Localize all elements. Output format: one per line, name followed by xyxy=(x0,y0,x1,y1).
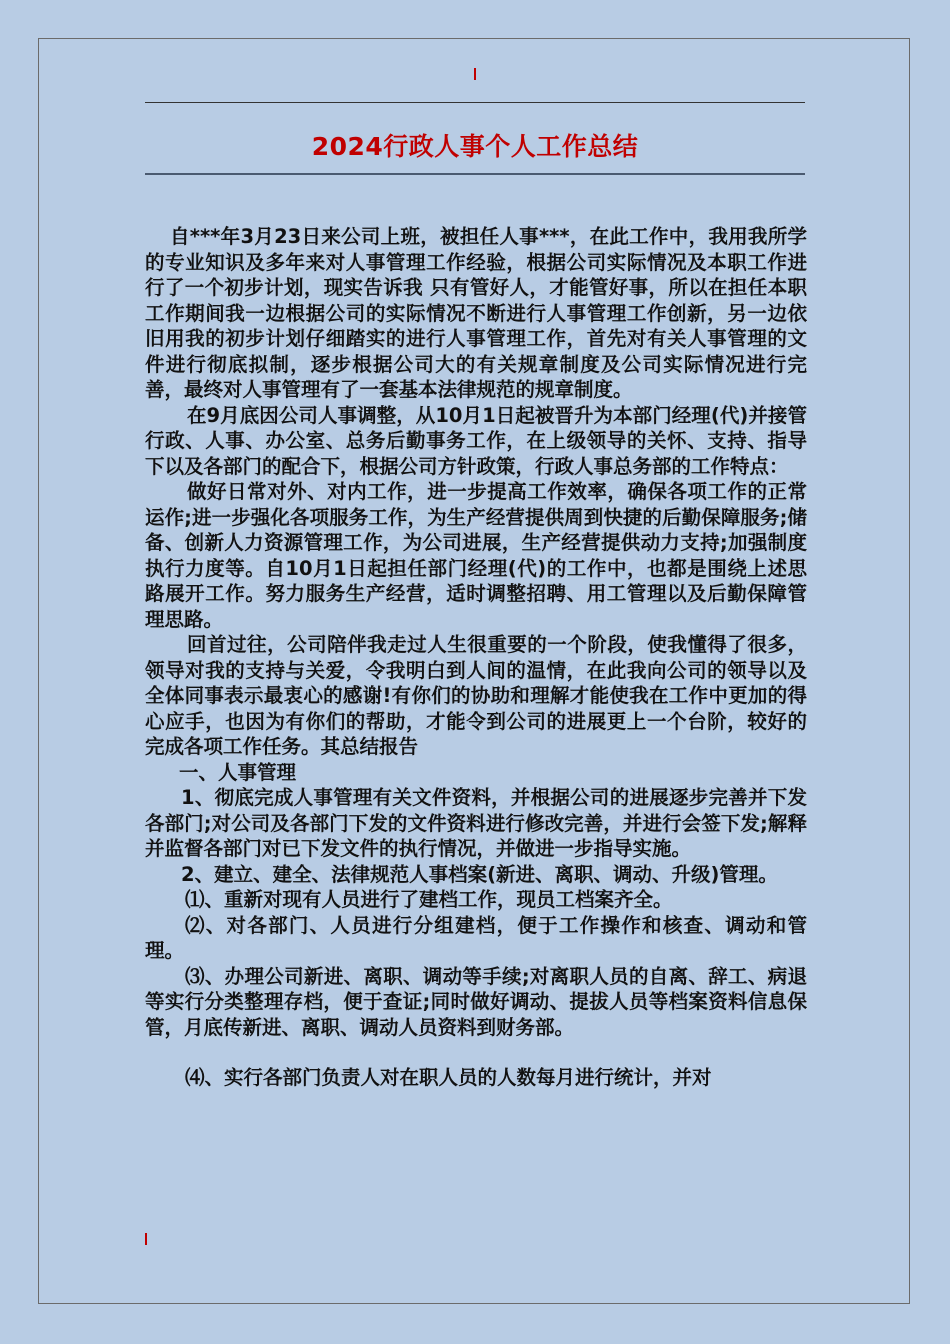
list-item: 1、彻底完成人事管理有关文件资料，并根据公司的进展逐步完善并下发各部门;对公司及各部门下发的文件资料进行修改完善，并进行会签下发;解释并监督各部门对已下发文件的执行情况，并做进一步指导实施。 xyxy=(145,786,807,860)
header-rule xyxy=(145,102,805,103)
sub-list-item: ⑵、对各部门、人员进行分组建档，便于工作操作和核查、调动和管理。 xyxy=(145,913,807,962)
paragraph-review: 回首过往，公司陪伴我走过人生很重要的一个阶段，使我懂得了很多，领导对我的支持与关爱，令我明白到人间的温情，在此我向公司的领导以及全体同事表示最衷心的感谢!有你们的协助和理解才能使我在工作中更加的得心应手，也因为有你们的帮助，才能令到公司的进展更上一个台阶，较好的完成各项工作任务。其总结报告 xyxy=(145,633,807,758)
title-rule xyxy=(145,173,805,175)
footer-mark xyxy=(145,1233,147,1245)
header-mark xyxy=(474,68,476,80)
paragraph-intro: 自***年3月23日来公司上班，被担任人事***，在此工作中，我用我所学的专业知识及多年来对人事管理工作经验，根据公司实际情况及本职工作进行了一个初步计划，现实告诉我 只有管好人，才能管好事，所以在担任本职工作期间我一边根据公司的实际情况不断进行人事管理工作创新，另一边依旧用我的初步计划仔细踏实的进行人事管理工作，首先对有关人事管理的文件进行彻底拟制，逐步根据公司大的有关规章制度及公司实际情况进行完善，最终对人事管理有了一套基本法律规范的规章制度。 xyxy=(145,225,807,401)
section-heading: 一、人事管理 xyxy=(179,760,297,784)
sub-list-item: ⑴、重新对现有人员进行了建档工作，现员工档案齐全。 xyxy=(185,888,673,911)
paragraph-daily-work: 做好日常对外、对内工作，进一步提高工作效率，确保各项工作的正常运作;进一步强化各项服务工作，为生产经营提供周到快捷的后勤保障服务;储备、创新人力资源管理工作，为公司进展，生产经营提供动力支持;加强制度执行力度等。自10月1日起担任部门经理(代)的工作中，也都是围绕上述思路展开工作。努力服务生产经营，适时调整招聘、用工管理以及后勤保障管理思路。 xyxy=(145,480,807,631)
document-body xyxy=(145,224,807,1091)
paragraph-promotion: 在9月底因公司人事调整，从10月1日起被晋升为本部门经理(代)并接管行政、人事、办公室、总务后勤事务工作，在上级领导的关怀、支持、指导下以及各部门的配合下，根据公司方针政策，行政人事总务部的工作特点： xyxy=(145,403,807,478)
list-item: 2、建立、建全、法律规范人事档案(新进、离职、调动、升级)管理。 xyxy=(181,862,778,886)
sub-list-item: ⑶、办理公司新进、离职、调动等手续;对离职人员的自离、辞工、病退等实行分类整理存档，便于查证;同时做好调动、提拔人员等档案资料信息保管，月底传新进、离职、调动人员资料到财务部。 xyxy=(145,964,807,1039)
document-title: 2024行政人事个人工作总结 xyxy=(311,132,639,161)
sub-list-item: ⑷、实行各部门负责人对在职人员的人数每月进行统计，并对 xyxy=(185,1066,712,1089)
